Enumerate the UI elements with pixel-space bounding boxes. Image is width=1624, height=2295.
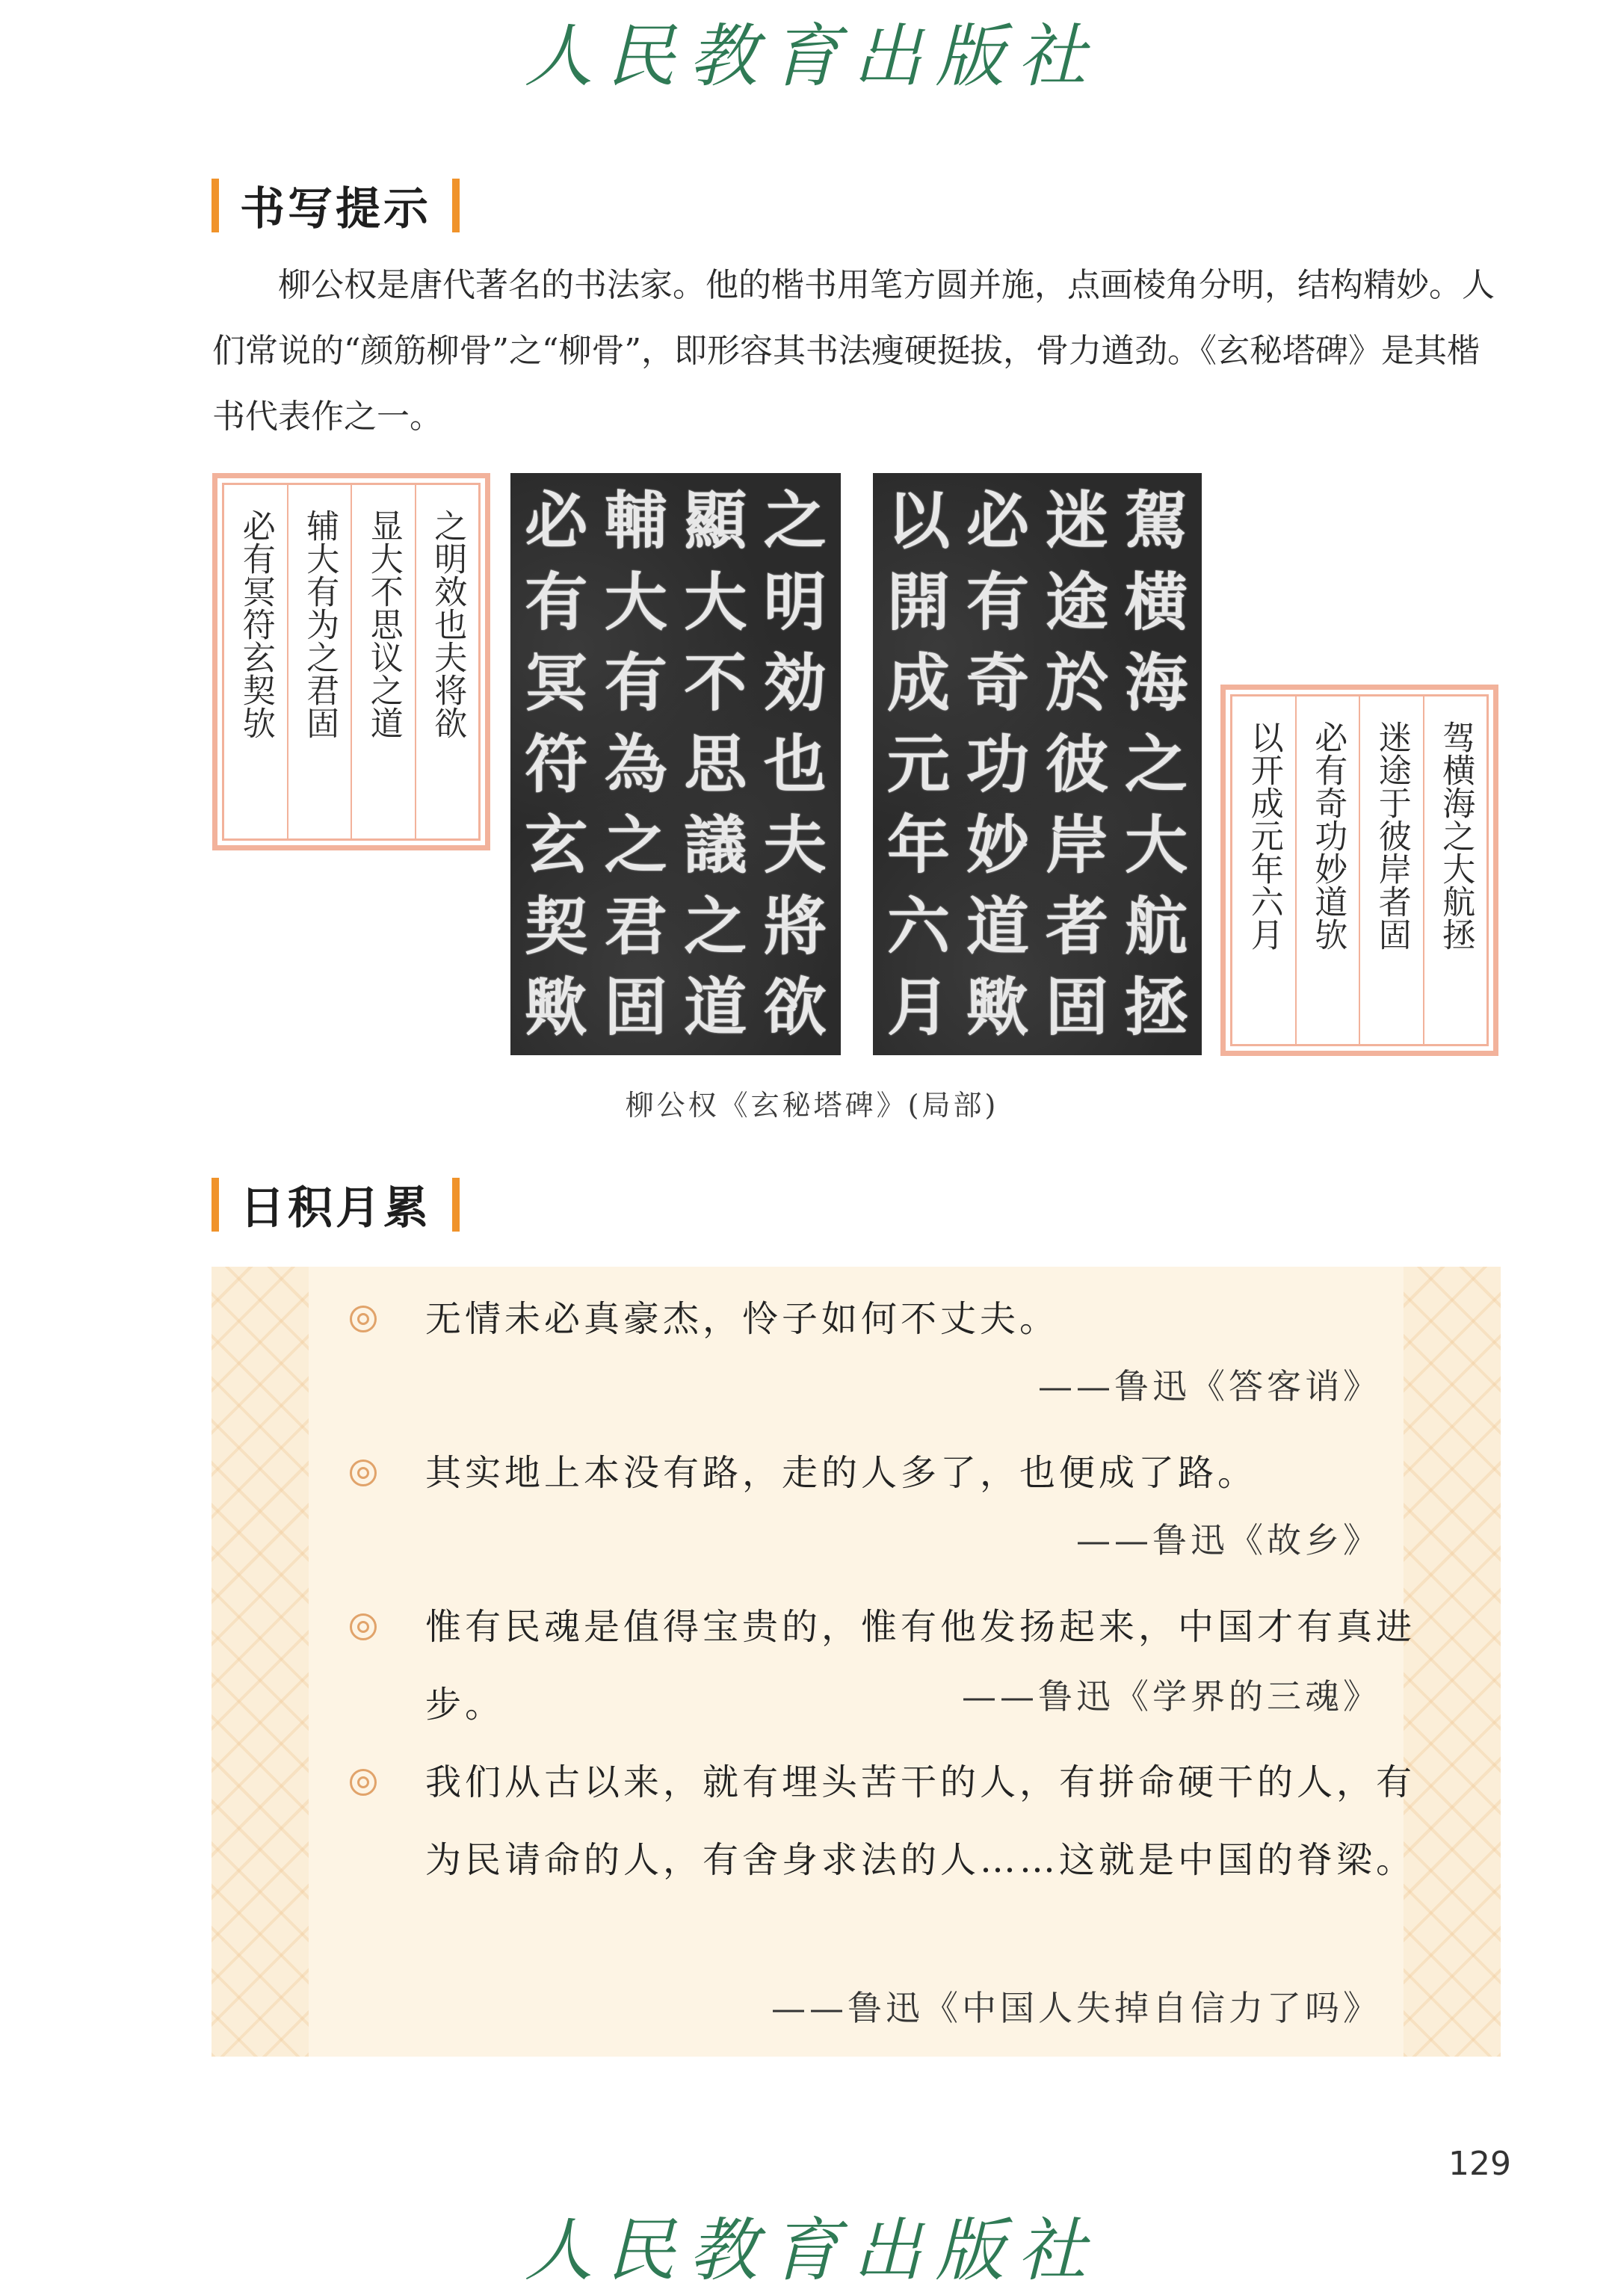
rubbing-character: 君 [604, 889, 667, 963]
rubbing-column [764, 484, 827, 1045]
rubbing-character: 固 [604, 970, 667, 1044]
figure-caption: 柳公权《玄秘塔碑》(局部) [625, 1089, 999, 1122]
rubbing-column [525, 484, 587, 1045]
rubbing-character: 夫 [763, 808, 827, 882]
left-rubbing-image [510, 473, 841, 1055]
writing-tips-paragraph [212, 253, 1498, 450]
rubbing-character: 固 [1045, 970, 1108, 1044]
rubbing-character: 也 [763, 726, 827, 801]
rubbing-character: 彼 [1045, 726, 1108, 801]
quote-text: 其实地上本没有路，走的人多了，也便成了路。 [425, 1452, 1258, 1494]
right-transcription-grid [1230, 694, 1489, 1046]
right-transcription-box [1220, 685, 1498, 1056]
transcription-column: 辅大有为之君固 [288, 485, 353, 838]
daily-accumulation-title: 日积月累 [240, 1182, 431, 1235]
page-number: 129 [1448, 2145, 1511, 2183]
rubbing-character: 大 [684, 564, 747, 639]
title-bar-right [452, 179, 460, 232]
rubbing-character: 顯 [684, 484, 747, 557]
quote-source: ——鲁迅《中国人失掉自信力了吗》 [771, 1988, 1381, 2028]
rubbing-character: 駕 [1124, 484, 1188, 557]
rubbing-character: 元 [886, 726, 950, 801]
rubbing-character: 必 [525, 484, 588, 557]
rubbing-character: 者 [1045, 889, 1108, 963]
transcription-column: 显大不思议之道 [352, 485, 416, 838]
rubbing-column [684, 484, 747, 1045]
rubbing-column [887, 484, 950, 1045]
transcription-column: 迷途于彼岸者固 [1360, 696, 1424, 1044]
paragraph-text: 柳公权是唐代著名的书法家。他的楷书用笔方圆并施，点画棱角分明，结构精妙。人们常说的“颜筋柳骨”之“柳骨”，即形容其书法瘦硬挺拔，骨力遒劲。《玄秘塔碑》是其楷书代表作之一。 [212, 266, 1495, 436]
quote-source: ——鲁迅《答客诮》 [1038, 1366, 1381, 1406]
decorative-border-left [212, 1267, 309, 2057]
rubbing-character: 大 [1124, 808, 1188, 882]
quote-text: 无情未必真豪杰，怜子如何不丈夫。 [425, 1298, 1060, 1340]
rubbing-character: 為 [604, 726, 667, 801]
rubbing-character: 妙 [966, 808, 1029, 882]
rubbing-character: 有 [604, 646, 667, 720]
rubbing-character: 年 [886, 808, 950, 882]
rubbing-character: 之 [1124, 726, 1188, 801]
rubbing-character: 道 [684, 970, 747, 1044]
rubbing-character: 欲 [763, 970, 827, 1044]
rubbing-character: 歟 [966, 970, 1029, 1044]
double-circle-bullet-icon [350, 1769, 377, 1796]
rubbing-character: 奇 [966, 646, 1029, 720]
quotes-panel [212, 1267, 1501, 2057]
transcription-column: 以开成元年六月 [1232, 696, 1297, 1044]
section-title-writing-tips [212, 176, 460, 235]
rubbing-character: 横 [1124, 564, 1188, 639]
rubbing-character: 議 [684, 808, 747, 882]
rubbing-character: 開 [886, 564, 950, 639]
rubbing-character: 六 [886, 889, 950, 963]
rubbing-character: 於 [1045, 646, 1108, 720]
rubbing-character: 効 [763, 646, 827, 720]
rubbing-character: 功 [966, 726, 1029, 801]
rubbing-column [1046, 484, 1108, 1045]
right-rubbing-image [873, 473, 1202, 1055]
rubbing-character: 有 [525, 564, 588, 639]
writing-tips-title: 书写提示 [240, 183, 431, 235]
title-bar-left [212, 179, 219, 232]
rubbing-character: 輔 [604, 484, 667, 557]
rubbing-character: 拯 [1124, 970, 1188, 1044]
rubbing-character: 不 [684, 646, 747, 720]
rubbing-character: 必 [966, 484, 1029, 557]
rubbing-character: 月 [886, 970, 950, 1044]
publisher-watermark-bottom: 人民教育出版社 [524, 2211, 1100, 2291]
quote-source: ——鲁迅《故乡》 [1076, 1520, 1381, 1560]
rubbing-character: 有 [966, 564, 1029, 639]
rubbing-character: 成 [886, 646, 950, 720]
double-circle-bullet-icon [350, 1460, 377, 1486]
rubbing-character: 迷 [1045, 484, 1108, 557]
rubbing-character: 符 [525, 726, 588, 801]
transcription-column: 必有奇功妙道欤 [1297, 696, 1361, 1044]
title-bar-right [452, 1178, 460, 1232]
rubbing-character: 以 [886, 484, 950, 557]
transcription-column: 必有冥符玄契欤 [224, 485, 288, 838]
rubbing-column [1125, 484, 1188, 1045]
rubbing-character: 海 [1124, 646, 1188, 720]
rubbing-character: 之 [763, 484, 827, 557]
rubbing-character: 之 [604, 808, 667, 882]
rubbing-character: 冥 [525, 646, 588, 720]
rubbing-character: 途 [1045, 564, 1108, 639]
rubbing-column [966, 484, 1029, 1045]
double-circle-bullet-icon [350, 1613, 377, 1640]
section-title-daily-accumulation [212, 1175, 460, 1235]
double-circle-bullet-icon [350, 1306, 377, 1332]
rubbing-character: 將 [763, 889, 827, 963]
publisher-watermark-top: 人民教育出版社 [524, 16, 1100, 96]
rubbing-character: 大 [604, 564, 667, 639]
rubbing-character: 明 [763, 564, 827, 639]
rubbing-character: 航 [1124, 889, 1188, 963]
left-transcription-box [212, 473, 490, 850]
rubbing-character: 之 [684, 889, 747, 963]
quote-text: 惟有民魂是值得宝贵的，惟有他发扬起来，中国才有真进步。 [425, 1606, 1416, 1726]
rubbing-character: 岸 [1045, 808, 1108, 882]
rubbing-character: 歟 [525, 970, 588, 1044]
rubbing-character: 道 [966, 889, 1029, 963]
rubbing-character: 玄 [525, 808, 588, 882]
title-bar-left [212, 1178, 219, 1232]
rubbing-character: 契 [525, 889, 588, 963]
rubbing-column [605, 484, 667, 1045]
quote-source: ——鲁迅《学界的三魂》 [962, 1676, 1381, 1717]
quote-text: 我们从古以来，就有埋头苦干的人，有拼命硬干的人，有为民请命的人，有舍身求法的人……这就是中国的脊梁。 [425, 1761, 1416, 1881]
transcription-column: 驾横海之大航拯 [1436, 720, 1475, 951]
left-transcription-grid [222, 483, 481, 841]
transcription-column: 之明效也夫将欲 [428, 509, 467, 739]
rubbing-character: 思 [684, 726, 747, 801]
